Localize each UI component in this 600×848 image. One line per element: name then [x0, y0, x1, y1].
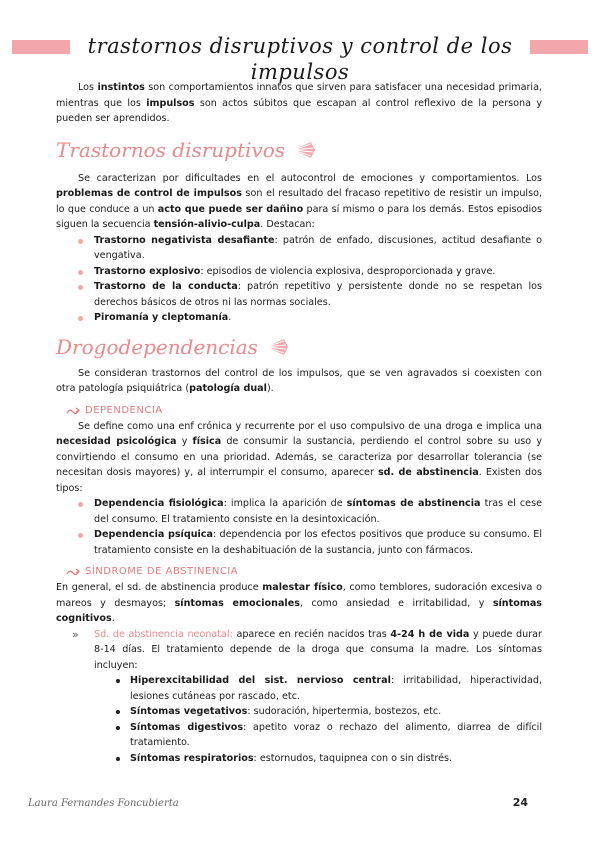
dependence-types-list	[56, 496, 542, 558]
section2-paragraph: Se consideran trastornos del control de los impulsos, que se ven agravados si coexisten con otra patología psiquiátrica (patología dual).	[56, 367, 542, 394]
page-title-bar	[0, 33, 600, 84]
list-item: Trastorno explosivo: episodios de violencia explosiva, desproporcionada y grave.	[56, 264, 542, 280]
section1-paragraph: Se caracterizan por dificultades en el autocontrol de emociones y comportamientos. Los problemas de control de impulsos son el resultado del fracaso repetitivo de resistir un impulso, lo que conduce a un acto que puede ser dañino para sí mismo o para los demás. Estos episodios siguen la secuencia tensión-alivio-culpa. Destacan:	[56, 172, 542, 230]
section-heading-drogodependencias: Drogodependencias	[56, 334, 542, 360]
shell-icon	[264, 337, 290, 357]
list-item: Piromanía y cleptomanía.	[56, 310, 542, 326]
squiggle-arrow-icon	[66, 407, 80, 415]
document-body	[56, 80, 542, 766]
subheading-sindrome-abstinencia: SÍNDROME DE ABSTINENCIA	[66, 564, 542, 580]
footer-author: Laura Fernandes Foncubierta	[28, 798, 179, 809]
subheading-dependencia: DEPENDENCIA	[66, 403, 542, 419]
section-heading-trastornos-disruptivos: Trastornos disruptivos	[56, 137, 542, 163]
shell-icon	[291, 140, 317, 160]
list-item: Síntomas digestivos: apetito voraz o rechazo del alimento, diarrea de difícil tratamiento.	[56, 720, 542, 751]
abstinencia-paragraph: En general, el sd. de abstinencia produce malestar físico, como temblores, sudoración excesiva o mareos y desmayos; síntomas emocionales, como ansiedad e irritabilidad, y síntomas cognitivos.	[56, 582, 542, 624]
intro-paragraph: Los instintos son comportamientos innatos que sirven para satisfacer una necesidad primaria, mientras que los impulsos son actos súbitos que escapan al control reflexivo de la persona y pueden ser aprendidos.	[56, 82, 543, 124]
list-item: Hiperexcitabilidad del sist. nervioso central: irritabilidad, hiperactividad, lesiones cutáneas por rascado, etc.	[56, 673, 542, 704]
neonatal-abstinence-item: » Sd. de abstinencia neonatal: aparece en recién nacidos tras 4-24 h de vida y puede durar 8-14 días. El tratamiento depende de la droga que consuma la madre. Los síntomas incluyen:	[72, 627, 542, 671]
dependencia-paragraph: Se define como una enf crónica y recurrente por el uso compulsivo de una droga e implica una necesidad psicológica y física de consumir la sustancia, perdiendo el control sobre su uso y convirtiendo el consumo en una prioridad. Además, se caracteriza por desarrollar tolerancia (se necesitan dosis mayores) y, al interrumpir el consumo, aparecer sd. de abstinencia. Existen dos tipos:	[56, 420, 543, 494]
list-item: Síntomas respiratorios: estornudos, taquipnea con o sin distrés.	[56, 751, 542, 767]
page-number: 24	[512, 796, 528, 809]
disruptive-disorders-list	[56, 233, 542, 326]
title-decoration-right	[530, 40, 588, 54]
title-decoration-left	[12, 40, 70, 54]
neonatal-symptoms-list	[56, 673, 542, 766]
list-item: Dependencia fisiológica: implica la aparición de síntomas de abstinencia tras el cese del consumo. El tratamiento consiste en la desintoxicación.	[56, 496, 542, 527]
list-item: Dependencia psíquica: dependencia por los efectos positivos que produce su consumo. El tratamiento consiste en la deshabituación de la sustancia, junto con fármacos.	[56, 527, 542, 558]
squiggle-arrow-icon	[66, 568, 80, 576]
double-chevron-icon: »	[72, 627, 79, 641]
page-title: trastornos disruptivos y control de los impulsos	[87, 34, 513, 84]
list-item: Trastorno negativista desafiante: patrón de enfado, discusiones, actitud desafiante o vengativa.	[56, 233, 542, 264]
list-item: Síntomas vegetativos: sudoración, hipertermia, bostezos, etc.	[56, 704, 542, 720]
list-item: Trastorno de la conducta: patrón repetitivo y persistente donde no se respetan los derechos básicos de otros ni las normas sociales.	[56, 279, 542, 310]
